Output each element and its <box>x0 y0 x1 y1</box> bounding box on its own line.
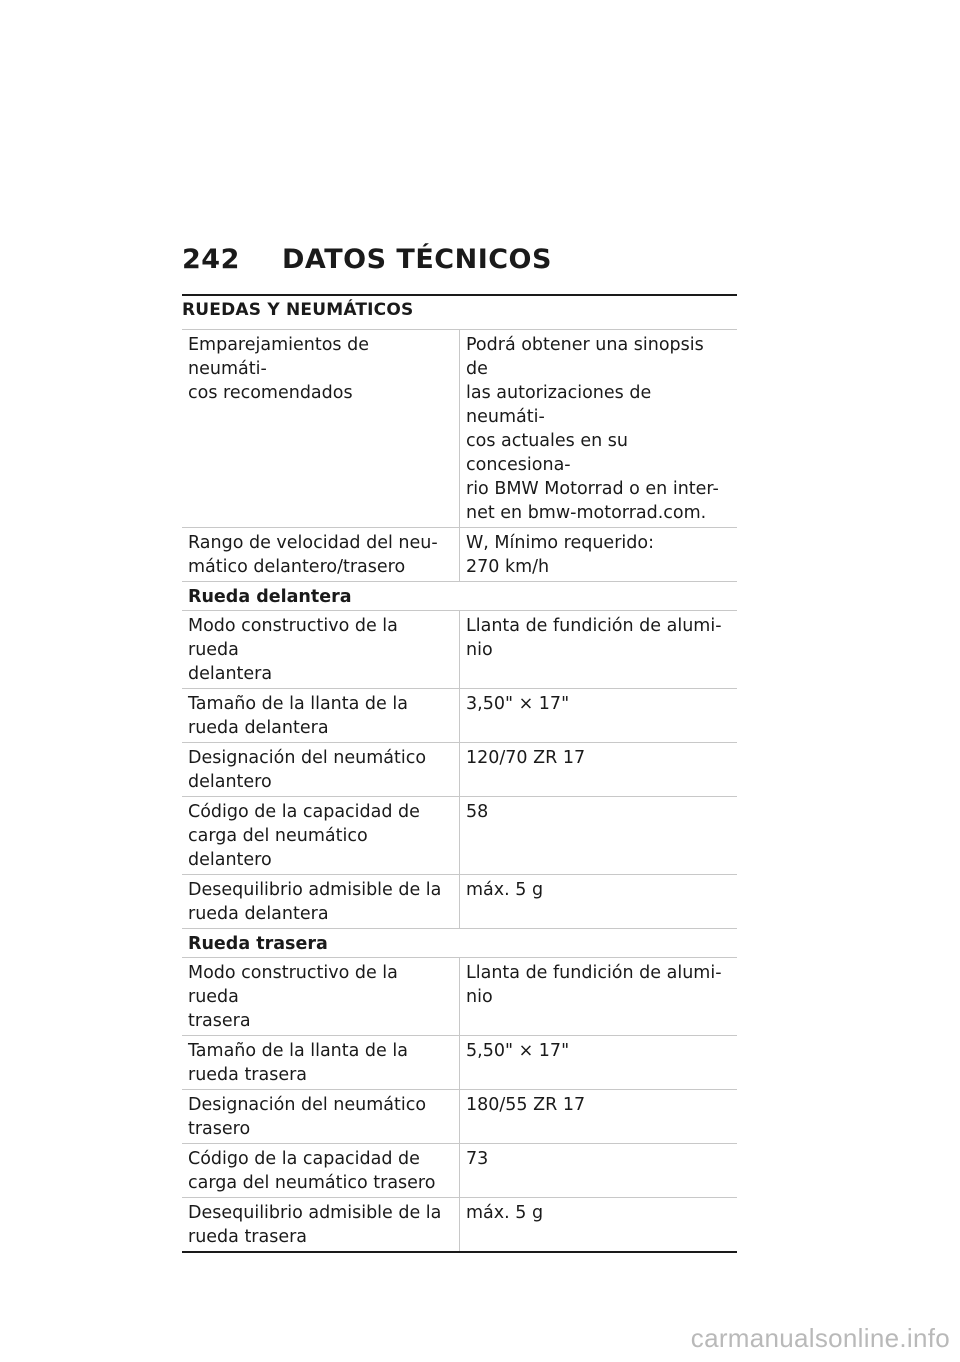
table-row <box>182 1144 737 1198</box>
table-subheading-row <box>182 929 737 958</box>
spec-label: Tamaño de la llanta de la rueda trasera <box>182 1036 460 1090</box>
table-row <box>182 330 737 528</box>
spec-value: 120/70 ZR 17 <box>460 743 738 797</box>
table-row <box>182 528 737 582</box>
table-row <box>182 1198 737 1253</box>
section-divider <box>182 294 737 296</box>
page-number: 242 <box>182 244 240 275</box>
spec-value: máx. 5 g <box>460 875 738 929</box>
watermark: carmanualsonline.info <box>690 1323 950 1353</box>
table-row <box>182 1090 737 1144</box>
table-row <box>182 689 737 743</box>
spec-label: Modo constructivo de la rueda delantera <box>182 611 460 689</box>
spec-label: Modo constructivo de la rueda trasera <box>182 958 460 1036</box>
spec-value: 73 <box>460 1144 738 1198</box>
section-title: RUEDAS Y NEUMÁTICOS <box>182 300 414 320</box>
spec-value: 3,50" × 17" <box>460 689 738 743</box>
spec-label: Código de la capacidad de carga del neumático delantero <box>182 797 460 875</box>
table-row <box>182 743 737 797</box>
spec-label: Desequilibrio admisible de la rueda delantera <box>182 875 460 929</box>
spec-label: Tamaño de la llanta de la rueda delantera <box>182 689 460 743</box>
spec-value: 180/55 ZR 17 <box>460 1090 738 1144</box>
spec-label: Código de la capacidad de carga del neumático trasero <box>182 1144 460 1198</box>
spec-value: máx. 5 g <box>460 1198 738 1253</box>
table-row <box>182 797 737 875</box>
chapter-title: DATOS TÉCNICOS <box>282 244 552 275</box>
spec-label: Designación del neumático trasero <box>182 1090 460 1144</box>
spec-value: Llanta de fundición de alumi- nio <box>460 611 738 689</box>
spec-value: Llanta de fundición de alumi- nio <box>460 958 738 1036</box>
spec-label: Desequilibrio admisible de la rueda trasera <box>182 1198 460 1253</box>
spec-value: 58 <box>460 797 738 875</box>
table-row <box>182 958 737 1036</box>
table-subheading: Rueda delantera <box>182 582 737 611</box>
table-row <box>182 1036 737 1090</box>
spec-value: W, Mínimo requerido: 270 km/h <box>460 528 738 582</box>
spec-label: Rango de velocidad del neu- mático delantero/trasero <box>182 528 460 582</box>
page-header <box>182 244 552 275</box>
spec-value: Podrá obtener una sinopsis de las autorizaciones de neumáti- cos actuales en su concesiona- rio BMW Motorrad o en inter- net en bmw-motorrad.com. <box>460 330 738 528</box>
spec-label: Emparejamientos de neumáti- cos recomendados <box>182 330 460 528</box>
table-row <box>182 611 737 689</box>
spec-table <box>182 329 737 1253</box>
spec-label: Designación del neumático delantero <box>182 743 460 797</box>
table-subheading: Rueda trasera <box>182 929 737 958</box>
table-row <box>182 875 737 929</box>
table-subheading-row <box>182 582 737 611</box>
spec-value: 5,50" × 17" <box>460 1036 738 1090</box>
